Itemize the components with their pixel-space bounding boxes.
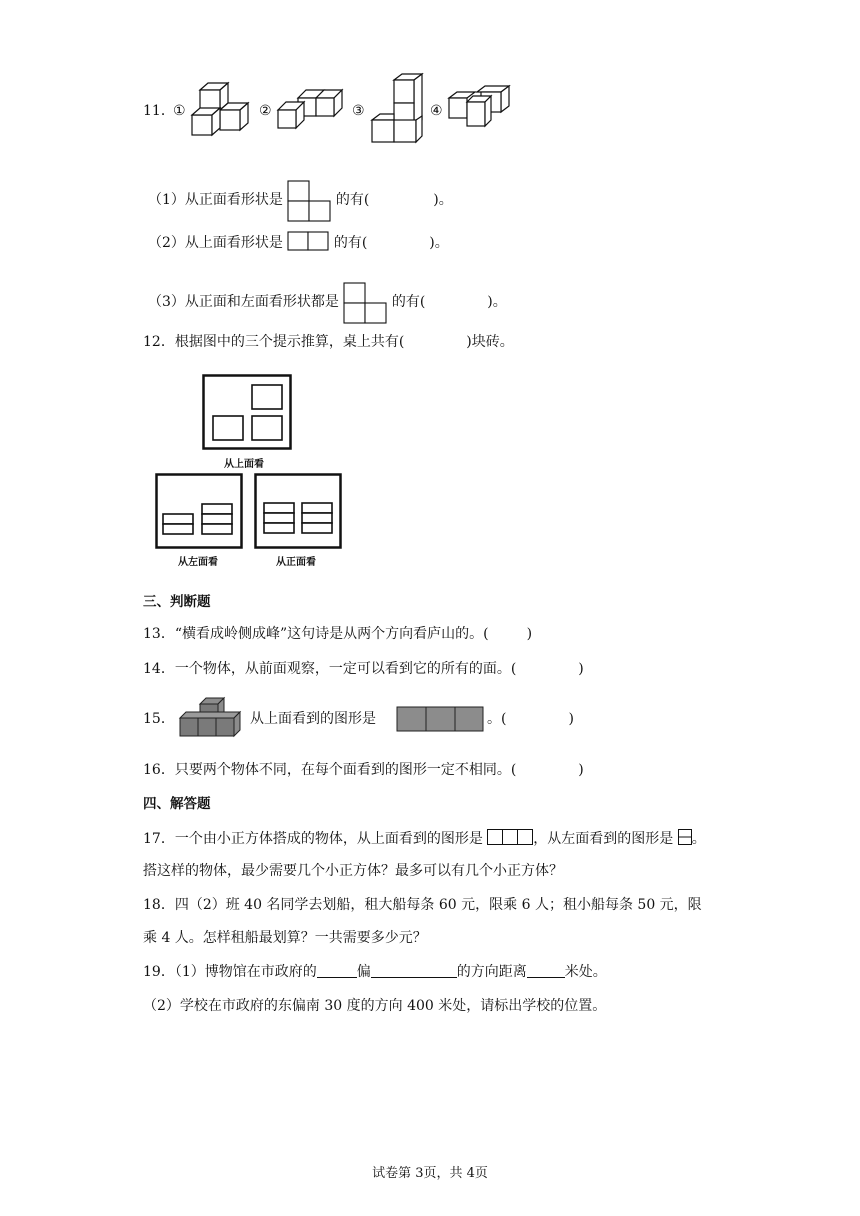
q18-line1: 18．四（2）班 40 名同学去划船，租大船每条 60 元，限乘 6 人；租小船每条 50 元，限 [143,897,702,913]
q15-solid-figure [178,696,246,738]
q14-close: ) [578,661,584,677]
q11-number: 11． [143,103,175,119]
q19-blank-2[interactable] [371,963,457,978]
q12-prompt: 12．根据图中的三个提示推算，桌上共有( [143,334,405,350]
q15-top-shape [396,706,484,732]
q11-sub2 [148,231,449,252]
q11-sub2-post: 的有( [333,235,368,251]
q19-line1 [143,963,607,981]
q11-sub1-post: 的有( [335,192,370,208]
q17-left-shape [678,829,692,845]
q13-text: 13．“横看成岭侧成峰”这句诗是从两个方向看庐山的。( [143,626,489,642]
q11-sub3 [148,282,507,324]
q11-mark-3: ③ [352,103,365,119]
q12-top-view [202,374,292,450]
q15-close: 。( [487,711,507,727]
q11-sub3-shape [343,282,387,324]
q19-blank-3[interactable] [527,963,565,978]
q17-line2: 搭这样的物体，最少需要几个小正方体？最多可以有几个小正方体？ [143,863,563,879]
q11-sub1-shape [287,180,331,222]
q11-sub1-pre: （1）从正面看形状是 [148,192,283,208]
q11-sub2-close: )。 [429,235,449,251]
q11-sub2-pre: （2）从上面看形状是 [148,235,283,251]
q11-mark-1: ① [173,103,186,119]
q13 [143,625,532,643]
q19-mid2: 的方向距离 [456,964,527,980]
q12-caption-top: 从上面看 [224,459,264,470]
q19-mid1: 偏 [356,964,371,980]
q12-left-view [155,473,243,549]
q17-top-shape [487,829,533,845]
q19-end: 米处。 [564,964,607,980]
q15-number: 15． [143,711,175,727]
q11-figure-4 [447,84,513,130]
section-3-title: 三、判断题 [143,594,211,610]
q15-tail [487,710,574,728]
q11-sub2-shape [287,231,329,251]
q17-mid: ，从左面看到的图形是 [533,831,674,847]
q16 [143,761,584,779]
q13-close: ) [526,626,533,642]
q17-end: 。 [691,831,706,847]
q18-line2: 乘 4 人。怎样租船最划算？一共需要多少元？ [143,930,427,946]
q15-mid: 从上面看到的图形是 [250,711,376,727]
q19-blank-1[interactable] [317,963,357,978]
q12-caption-left: 从左面看 [178,557,218,568]
q11-sub1 [148,180,453,222]
q12-caption-front: 从正面看 [276,557,316,568]
q12-close: )块砖。 [466,334,514,350]
q11-mark-4: ④ [430,103,443,119]
q11-mark-2: ② [259,103,272,119]
q16-text: 16．只要两个物体不同，在每个面看到的图形一定不相同。( [143,762,517,778]
q11-figure-2 [276,86,344,132]
q11-sub3-post: 的有( [391,294,426,310]
q17-line1 [143,829,706,848]
page-footer: 试卷第 3页，共 4页 [372,1166,488,1181]
q15-end: ) [568,711,574,727]
q11-sub1-close: )。 [433,192,453,208]
q19-pre: 19．（1）博物馆在市政府的 [143,964,317,980]
q14 [143,660,584,678]
q11-figure-1 [190,80,254,140]
section-4-title: 四、解答题 [143,796,211,812]
q17-pre: 17．一个由小正方体搭成的物体，从上面看到的图形是 [143,831,483,847]
q12-text [143,333,514,351]
q19-line2: （2）学校在市政府的东偏南 30 度的方向 400 米处，请标出学校的位置。 [143,998,607,1014]
q14-text: 14．一个物体，从前面观察，一定可以看到它的所有的面。( [143,661,517,677]
q11-figure-3 [370,72,428,146]
q16-close: ) [578,762,584,778]
q12-front-view [254,473,342,549]
q11-sub3-close: )。 [487,294,507,310]
q11-sub3-pre: （3）从正面和左面看形状都是 [148,294,339,310]
